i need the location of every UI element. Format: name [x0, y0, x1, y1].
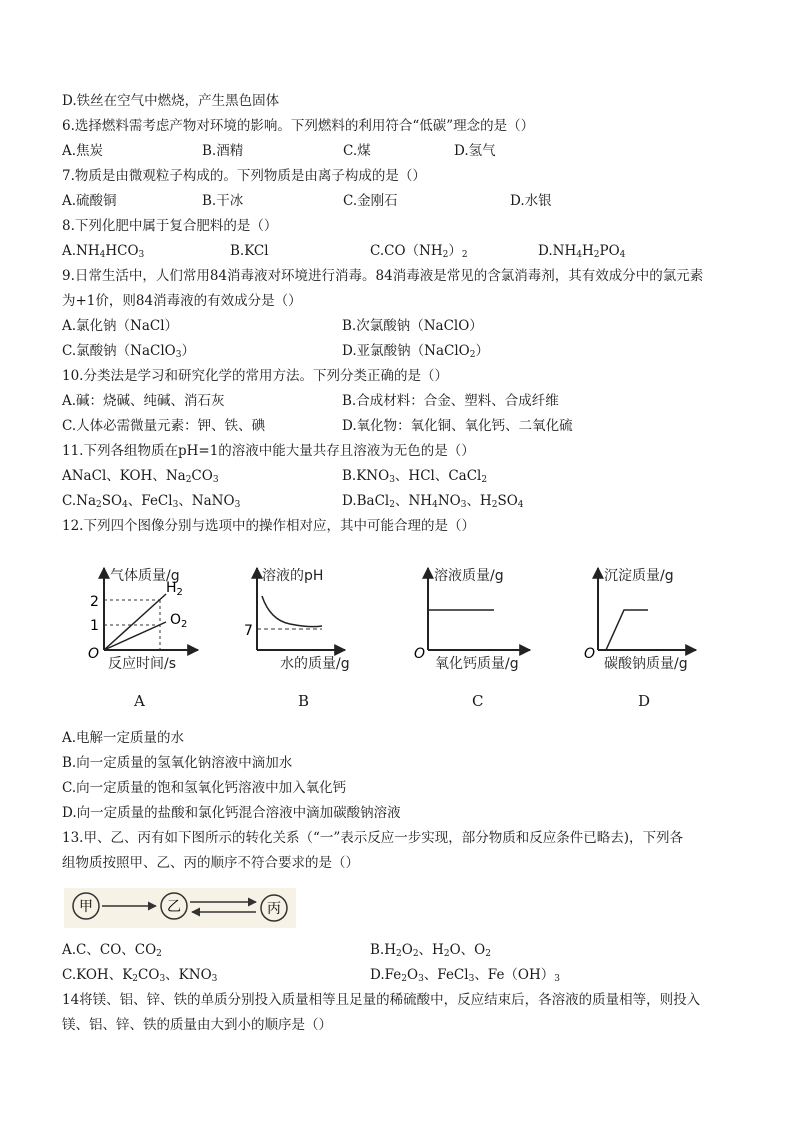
- graph-a-series-h2: $H_2$: [166, 580, 183, 598]
- question-13-line-1: 13.甲、乙、丙有如下图所示的转化关系（“一”表示反应一步实现，部分物质和反应条件已略去)，下列各: [62, 830, 684, 846]
- q10-option-d: D.氧化物：氧化铜、氧化钙、二氧化硫: [342, 418, 573, 434]
- q10-option-a: A.碱：烧碱、纯碱、消石灰: [62, 393, 225, 409]
- q11-option-c: $C.Na_2SO_4$、FeCl$_3$、NaNO$_3$: [62, 493, 241, 510]
- q11-option-a: ANaCl、KOH、$Na_2CO_3$: [62, 468, 219, 485]
- graph-a-ylabel: 气体质量/g: [110, 568, 180, 584]
- q9-option-b: B.次氯酸钠（NaClO）: [342, 318, 483, 334]
- graph-a-label: A: [134, 692, 145, 710]
- q6-option-b: B.酒精: [202, 143, 244, 159]
- q9-option-c: C.氯酸钠（NaClO$_3$）: [62, 343, 195, 360]
- q13-option-a: A.C、CO、$CO_2$: [62, 942, 162, 959]
- q6-option-d: D.氢气: [454, 143, 496, 159]
- graph-d-ylabel: 沉淀质量/g: [604, 568, 674, 584]
- graph-b-label: B: [298, 692, 310, 710]
- q7-option-b: B.干冰: [202, 193, 244, 209]
- graph-a-tick-1: 1: [90, 618, 99, 634]
- q9-option-d: D.亚氯酸钠（NaClO$_2$）: [342, 343, 489, 360]
- graph-d-xlabel: 碳酸钠质量/g: [604, 656, 688, 672]
- graph-d-label: D: [638, 692, 651, 710]
- graph-b-ylabel: 溶液的pH: [262, 568, 324, 584]
- q13-option-b: $B.H_2O_2$、$H_2O$、$O_2$: [370, 942, 491, 959]
- question-14-line-2: 镁、铝、锌、铁的质量由大到小的顺序是（）: [62, 1017, 332, 1033]
- q12-option-c: C.向一定质量的饱和氢氧化钙溶液中加入氧化钙: [62, 780, 347, 796]
- graph-d: [584, 568, 696, 672]
- question-11: 11.下列各组物质在pH=1的溶液中能大量共存且溶液为无色的是（）: [62, 443, 475, 459]
- q8-option-a: $A.NH_4HCO_3$: [62, 243, 145, 260]
- q8-option-b: B.KCl: [230, 243, 269, 259]
- q11-option-b: $B.KNO_3$、HCl、CaCl$_2$: [342, 468, 488, 485]
- q5-option-d: D.铁丝在空气中燃烧，产生黑色固体: [62, 93, 280, 109]
- graph-a: [88, 567, 198, 672]
- q7-option-d: D.水银: [510, 193, 552, 209]
- graph-c-ylabel: 溶液质量/g: [434, 568, 504, 584]
- question-9-line-1: 9.日常生活中，人们常用84消毒液对环境进行消毒。84消毒液是常见的含氯消毒剂，其有效成分中的氯元素: [62, 268, 704, 284]
- q9-option-a: A.氯化钠（NaCl）: [62, 318, 179, 334]
- node-bing-label: 丙: [267, 901, 281, 917]
- graph-a-line-h2: [104, 594, 166, 650]
- q13-option-d: $D.Fe_2O_3$、FeCl$_3$、$Fe(OH)_3$: [370, 967, 561, 984]
- graph-b-tick-7: 7: [244, 623, 253, 639]
- question-7: 7.物质是由微观粒子构成的。下列物质是由离子构成的是（）: [62, 168, 426, 184]
- graph-a-series-o2: $O_2$: [170, 612, 188, 630]
- graph-c-origin: O: [414, 646, 426, 662]
- graph-c: [414, 567, 530, 672]
- graph-b-curve: [262, 596, 322, 627]
- question-8: 8.下列化肥中属于复合肥料的是（）: [62, 218, 278, 234]
- question-14-line-1: 14将镁、铝、锌、铁的单质分别投入质量相等且足量的稀硫酸中，反应结束后，各溶液的质量相等，则投入: [62, 992, 701, 1008]
- q12-option-b: B.向一定质量的氢氧化钠溶液中滴加水: [62, 755, 293, 771]
- graph-d-line: [606, 610, 648, 650]
- q11-option-d: D.BaCl$_2$、$NH_4NO_3$、$H_2SO_4$: [342, 493, 524, 510]
- q10-option-c: C.人体必需微量元素：钾、铁、碘: [62, 418, 266, 434]
- graph-a-origin: O: [88, 646, 100, 662]
- graph-a-line-o2: [104, 622, 166, 650]
- graph-d-origin: O: [584, 646, 596, 662]
- q12-graphs: [0, 558, 794, 718]
- question-10: 10.分类法是学习和研究化学的常用方法。下列分类正确的是（）: [62, 368, 448, 384]
- q12-option-d: D.向一定质量的盐酸和氯化钙混合溶液中滴加碳酸钠溶液: [62, 805, 401, 821]
- q8-option-c: $C.CO(NH_2)_2$: [370, 243, 468, 260]
- q13-diagram: [64, 884, 324, 934]
- q6-option-a: A.焦炭: [62, 143, 104, 159]
- q10-option-b: B.合成材料：合金、塑料、合成纤维: [342, 393, 559, 409]
- graph-c-xlabel: 氧化钙质量/g: [435, 656, 519, 672]
- q7-option-c: C.金刚石: [343, 193, 398, 209]
- node-jia-label: 甲: [79, 899, 93, 915]
- question-9-line-2: 为+1价，则84消毒液的有效成分是（）: [62, 293, 302, 309]
- question-6: 6.选择燃料需考虑产物对环境的影响。下列燃料的利用符合“低碳”理念的是（）: [62, 118, 535, 134]
- graph-b-xlabel: 水的质量/g: [280, 656, 350, 672]
- question-13-line-2: 组物质按照甲、乙、丙的顺序不符合要求的是（）: [62, 855, 359, 871]
- graph-b: [244, 567, 350, 672]
- node-yi-label: 乙: [167, 899, 181, 915]
- q13-option-c: C.KOH、$K_2CO_3$、$KNO_3$: [62, 967, 218, 984]
- graph-c-label: C: [472, 692, 484, 710]
- q12-option-a: A.电解一定质量的水: [62, 730, 185, 746]
- q8-option-d: $D.NH_4H_2PO_4$: [538, 243, 626, 260]
- q6-option-c: C.煤: [343, 143, 371, 159]
- graph-a-tick-2: 2: [90, 594, 99, 610]
- graph-a-xlabel: 反应时间/s: [108, 656, 177, 672]
- question-12: 12.下列四个图像分别与选项中的操作相对应，其中可能合理的是（）: [62, 518, 475, 534]
- q7-option-a: A.硫酸铜: [62, 193, 117, 209]
